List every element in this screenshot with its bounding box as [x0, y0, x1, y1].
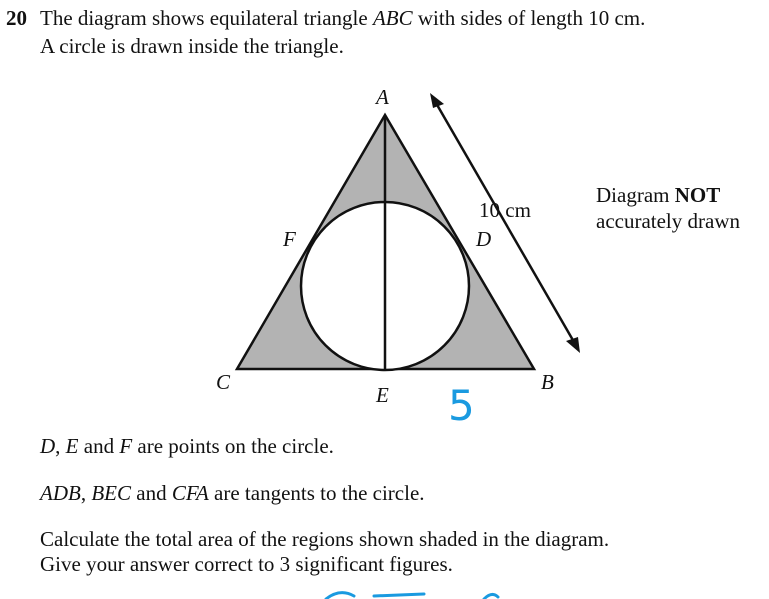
note-bold: NOT — [674, 183, 721, 207]
tangent-bec: BEC — [91, 481, 131, 505]
handwritten-scribble — [326, 593, 498, 599]
point-e: E — [65, 434, 79, 458]
question-intro-line2: A circle is drawn inside the triangle. — [40, 34, 344, 58]
instruction-calculate: Calculate the total area of the regions shown shaded in the diagram. — [40, 527, 610, 551]
sep-3: , — [80, 481, 92, 505]
tangent-label-e: E — [376, 383, 389, 407]
triangle-name: ABC — [372, 6, 413, 30]
paragraph-tangents — [40, 481, 425, 506]
tangent-label-f: F — [283, 227, 296, 251]
vertex-label-a: A — [376, 85, 389, 109]
instruction-sig-figs: Give your answer correct to 3 significant figures. — [40, 552, 453, 576]
tangent-cfa: CFA — [171, 481, 209, 505]
points-text: are points on the circle. — [132, 434, 334, 458]
sep-1: , — [55, 434, 66, 458]
tangent-adb: ADB — [40, 481, 81, 505]
tangents-text: are tangents to the circle. — [208, 481, 425, 505]
point-d: D — [40, 434, 56, 458]
note-prefix: Diagram — [596, 183, 675, 207]
sep-4: and — [131, 481, 172, 505]
diagram-note-line1 — [596, 183, 720, 208]
paragraph-points — [40, 434, 334, 459]
intro-text-a: The diagram shows equilateral triangle — [40, 6, 373, 30]
tangent-label-d: D — [476, 227, 492, 251]
side-length-label: 10 cm — [479, 198, 531, 222]
vertex-label-c: C — [216, 370, 231, 394]
sep-2: and — [78, 434, 120, 458]
arrowhead-bottom-icon — [566, 337, 580, 353]
intro-text-c: with sides of length 10 cm. — [412, 6, 646, 30]
arrowhead-top-icon — [430, 93, 444, 108]
point-f: F — [119, 434, 133, 458]
handwritten-five: 5 — [448, 381, 475, 430]
diagram-note-line2: accurately drawn — [596, 209, 740, 233]
question-number: 20 — [6, 6, 27, 30]
vertex-label-b: B — [541, 370, 554, 394]
